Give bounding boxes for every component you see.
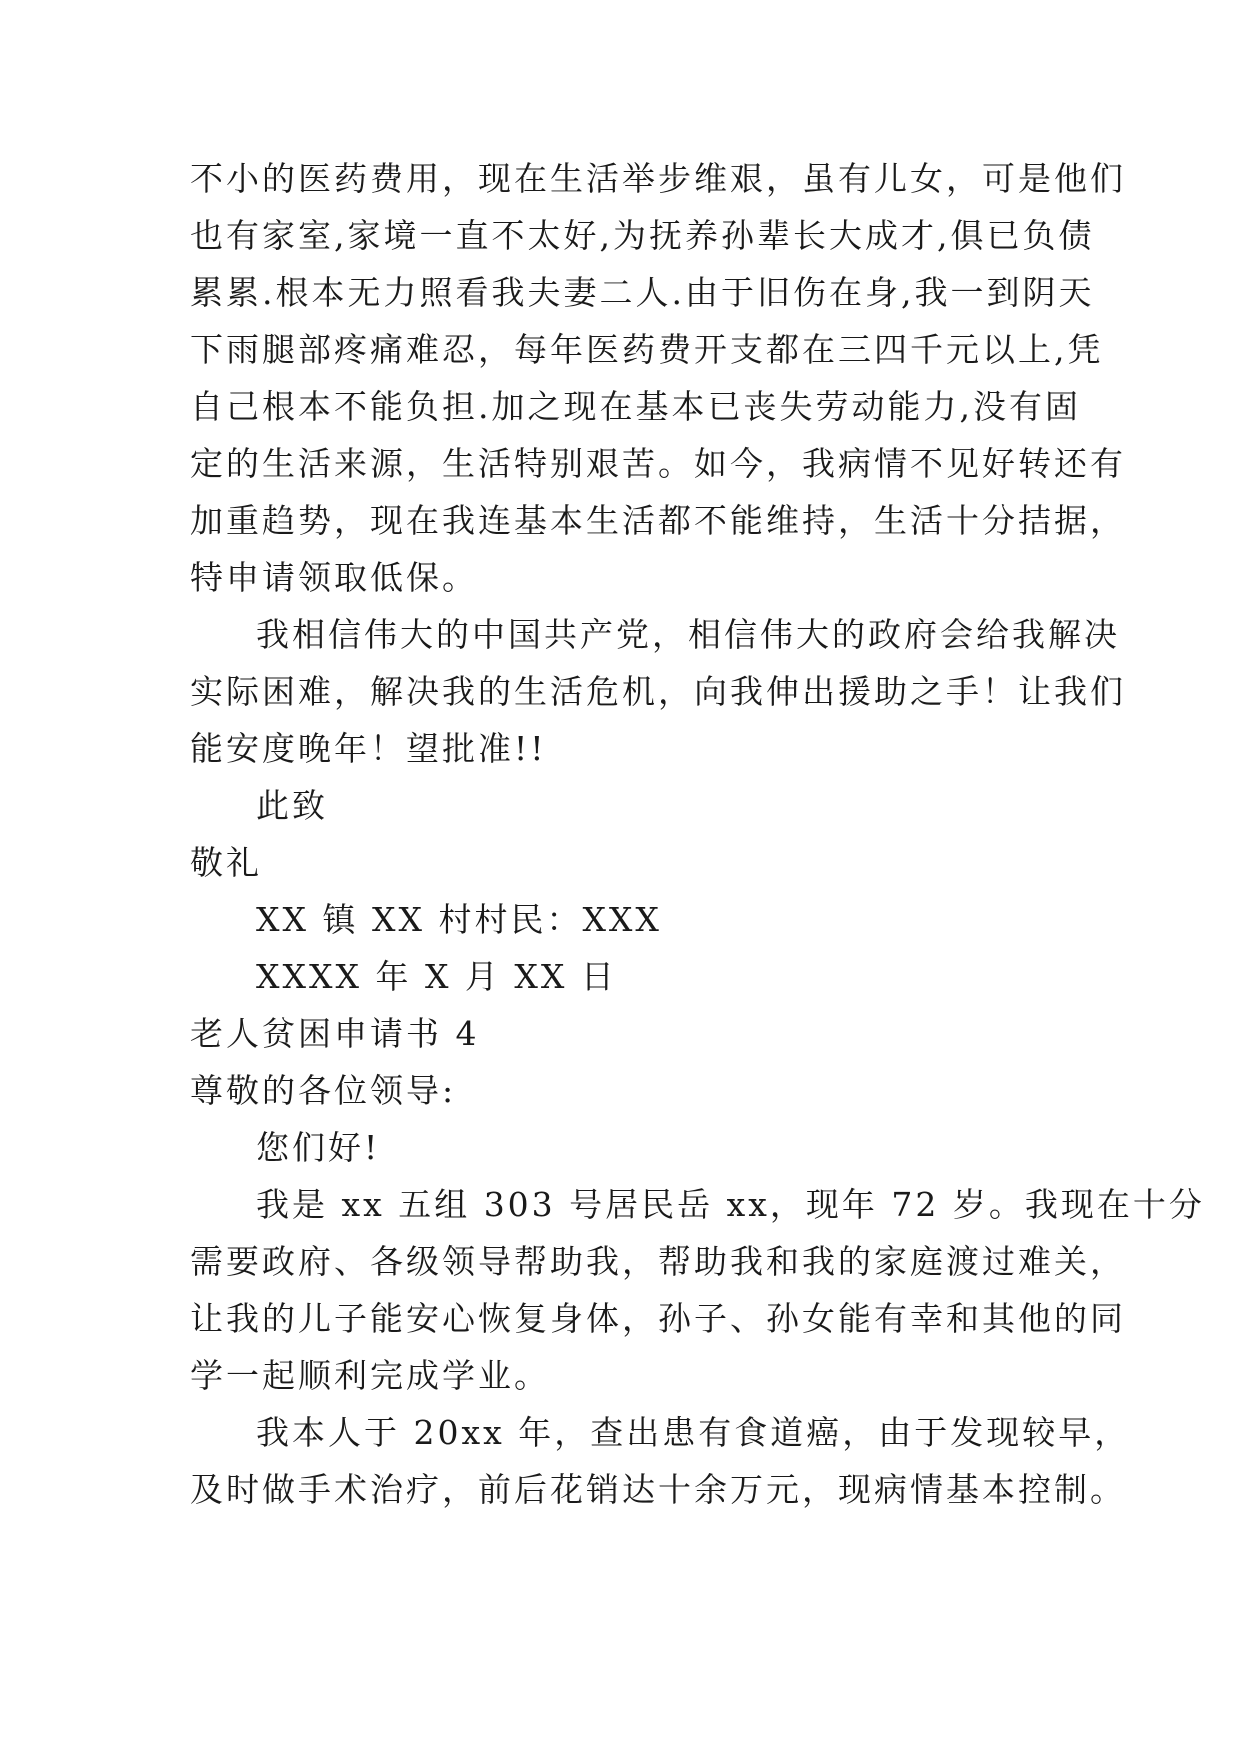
- text-line: 能安度晚年！望批准!!: [190, 729, 547, 768]
- text-line: 学一起顺利完成学业。: [190, 1356, 550, 1395]
- text-line: 特申请领取低保。: [190, 558, 478, 597]
- text-line: 不小的医药费用，现在生活举步维艰，虽有儿女，可是他们: [190, 159, 1126, 198]
- text-line: 下雨腿部疼痛难忍，每年医药费开支都在三四千元以上,凭: [190, 330, 1104, 369]
- date-line: XXXX 年 X 月 XX 日: [256, 957, 617, 996]
- closing-respect: 敬礼: [190, 843, 262, 882]
- text-line: 及时做手术治疗，前后花销达十余万元，现病情基本控制。: [190, 1470, 1126, 1509]
- paragraph-start-line: 我相信伟大的中国共产党，相信伟大的政府会给我解决: [256, 615, 1120, 654]
- text-line: 定的生活来源，生活特别艰苦。如今，我病情不见好转还有: [190, 444, 1126, 483]
- paragraph-start-line: 我本人于 20xx 年，查出患有食道癌，由于发现较早，: [256, 1413, 1131, 1452]
- signature-line: XX 镇 XX 村村民：XXX: [256, 900, 662, 939]
- text-line: 累累.根本无力照看我夫妻二人.由于旧伤在身,我一到阴天: [190, 273, 1095, 312]
- text-line: 加重趋势，现在我连基本生活都不能维持，生活十分拮据，: [190, 501, 1126, 540]
- opening-greeting: 您们好!: [256, 1128, 381, 1167]
- text-line: 需要政府、各级领导帮助我，帮助我和我的家庭渡过难关，: [190, 1242, 1126, 1281]
- text-line: 也有家室,家境一直不太好,为抚养孙辈长大成才,俱已负债: [190, 216, 1095, 255]
- paragraph-start-line: 我是 xx 五组 303 号居民岳 xx，现年 72 岁。我现在十分: [256, 1185, 1205, 1224]
- greeting-line: 尊敬的各位领导:: [190, 1071, 457, 1110]
- text-line: 让我的儿子能安心恢复身体，孙子、孙女能有幸和其他的同: [190, 1299, 1126, 1338]
- text-line: 实际困难，解决我的生活危机，向我伸出援助之手！让我们: [190, 672, 1126, 711]
- section-title: 老人贫困申请书 4: [190, 1014, 480, 1053]
- closing-salutation: 此致: [256, 786, 328, 825]
- text-line: 自己根本不能负担.加之现在基本已丧失劳动能力,没有固: [190, 387, 1081, 426]
